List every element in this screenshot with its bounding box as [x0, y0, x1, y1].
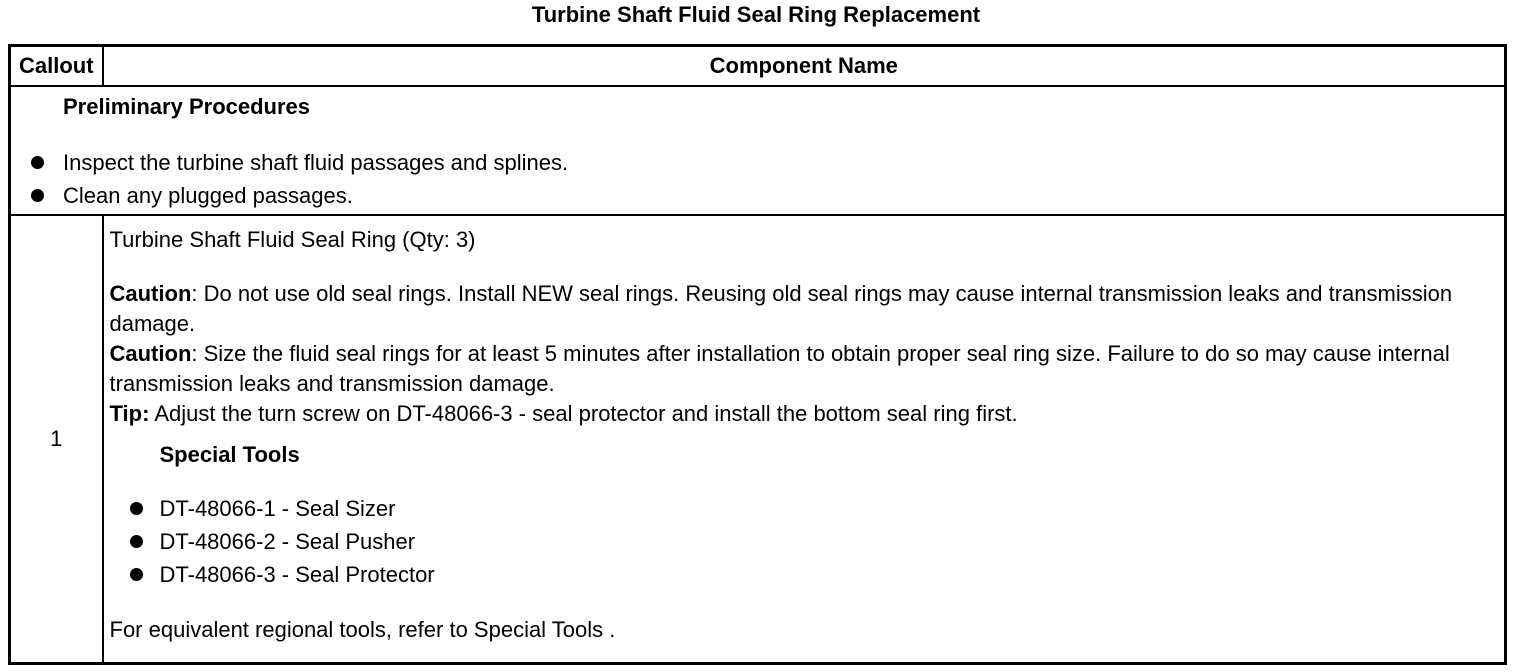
- preliminary-list: [11, 146, 1504, 212]
- caution-text: : Do not use old seal rings. Install NEW seal rings. Reusing old seal rings may cause internal transmission leaks and transmission damage.: [109, 281, 1453, 336]
- list-item-text: Inspect the turbine shaft fluid passages and splines.: [63, 150, 569, 175]
- regional-tools-note: For equivalent regional tools, refer to Special Tools .: [109, 617, 616, 642]
- page-title: Turbine Shaft Fluid Seal Ring Replacement: [531, 2, 981, 27]
- table-header-row: [10, 46, 1506, 87]
- list-item: [110, 558, 1491, 591]
- special-tools-list: [110, 492, 1491, 591]
- component-cell: [103, 215, 1506, 664]
- list-item-text: Clean any plugged passages.: [63, 183, 353, 208]
- bullet-icon: [31, 156, 44, 169]
- caution-label: Caution: [109, 281, 192, 306]
- list-item: [110, 525, 1491, 558]
- list-item: [11, 179, 1504, 212]
- bullet-icon: [130, 535, 143, 548]
- caution-note: [110, 339, 1491, 399]
- callout-header: Callout: [10, 46, 103, 87]
- tip-note: [110, 399, 1491, 429]
- caution-note: [110, 279, 1491, 339]
- component-name-header: Component Name: [103, 46, 1506, 87]
- bullet-icon: [31, 189, 44, 202]
- tip-text: Adjust the turn screw on DT-48066-3 - seal protector and install the bottom seal ring first.: [149, 401, 1018, 426]
- tip-label: Tip:: [109, 401, 150, 426]
- procedure-table: [8, 44, 1507, 665]
- tool-name: DT-48066-2 - Seal Pusher: [159, 529, 416, 554]
- preliminary-procedures-heading: Preliminary Procedures: [63, 94, 311, 119]
- component-name: Turbine Shaft Fluid Seal Ring (Qty: 3): [109, 227, 476, 252]
- list-item: [110, 492, 1491, 525]
- callout-number: 1: [10, 215, 103, 664]
- bullet-icon: [130, 568, 143, 581]
- tool-name: DT-48066-1 - Seal Sizer: [159, 496, 396, 521]
- tool-name: DT-48066-3 - Seal Protector: [159, 562, 435, 587]
- list-item: [11, 146, 1504, 179]
- bullet-icon: [130, 502, 143, 515]
- special-tools-heading: Special Tools: [159, 442, 300, 467]
- caution-label: Caution: [109, 341, 192, 366]
- caution-text: : Size the fluid seal rings for at least 5 minutes after installation to obtain proper seal ring size. Failure to do so may cause internal transmission leaks and transmission damage.: [109, 341, 1450, 396]
- preliminary-row: [10, 86, 1506, 215]
- table-row: [10, 215, 1506, 664]
- preliminary-procedures-cell: [10, 86, 1506, 215]
